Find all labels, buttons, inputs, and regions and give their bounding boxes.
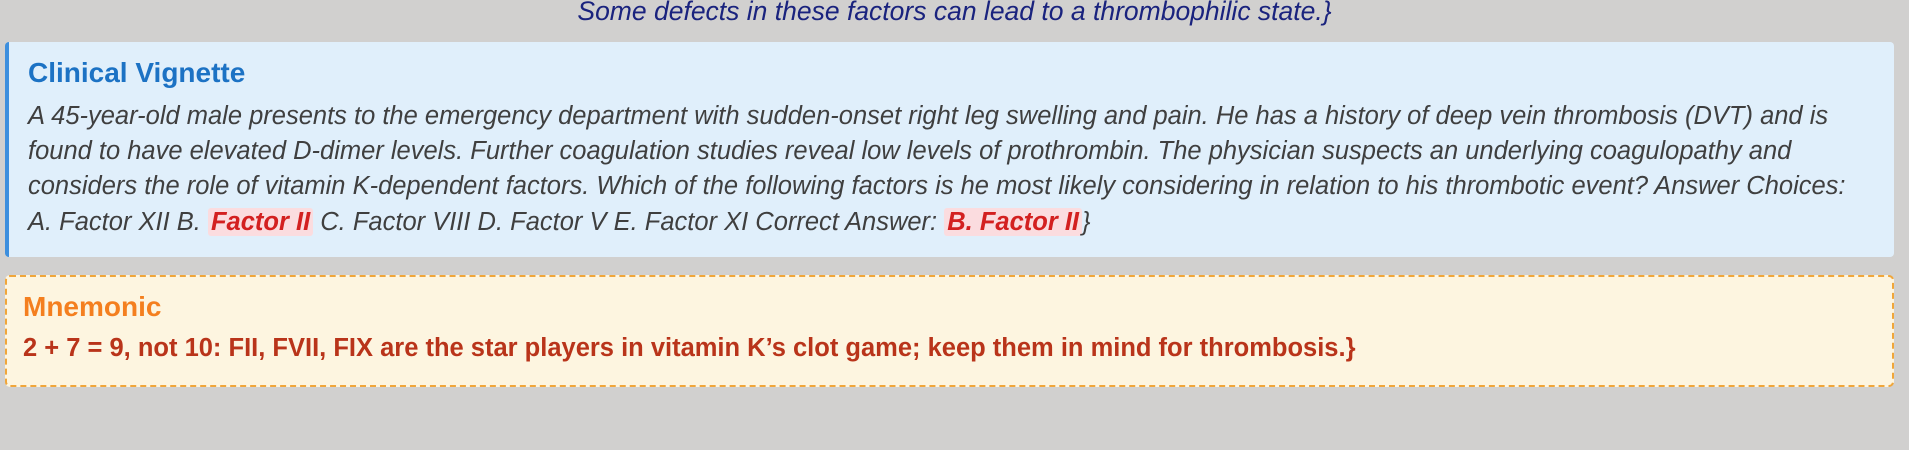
correct-answer-highlight: B. Factor II bbox=[944, 208, 1082, 236]
mnemonic-heading: Mnemonic bbox=[23, 291, 162, 322]
highlighted-choice: Factor II bbox=[208, 208, 313, 236]
clinical-vignette-box bbox=[5, 42, 1894, 257]
vignette-question-text: A 45-year-old male presents to the emergency department with sudden-onset right leg swelling and pain. He has a history of deep vein thrombosis (DVT) and is found to have elevated D-dimer levels. Further coagulation studies reveal low levels of prothrombin. The physician suspects an underlying coagulopathy and considers the role of vitamin K-dependent factors. Which of the following factors is he most likely considering in relation to his thrombotic event? Answer Choices: A. Factor XII B. bbox=[28, 102, 1846, 236]
mnemonic-text: 2 + 7 = 9, not 10: FII, FVII, FIX are the star players in vitamin K’s clot game; keep them in mind for thrombosis.} bbox=[23, 334, 1356, 362]
clinical-vignette-text bbox=[28, 99, 1874, 240]
clinical-vignette-heading: Clinical Vignette bbox=[28, 57, 246, 88]
intro-trailing-text: Some defects in these factors can lead to a thrombophilic state.} bbox=[577, 0, 1332, 26]
vignette-remaining-choices: C. Factor VIII D. Factor V E. Factor XI Correct Answer: bbox=[320, 207, 938, 236]
mnemonic-box bbox=[5, 275, 1894, 387]
vignette-closing-brace: } bbox=[1082, 207, 1091, 236]
